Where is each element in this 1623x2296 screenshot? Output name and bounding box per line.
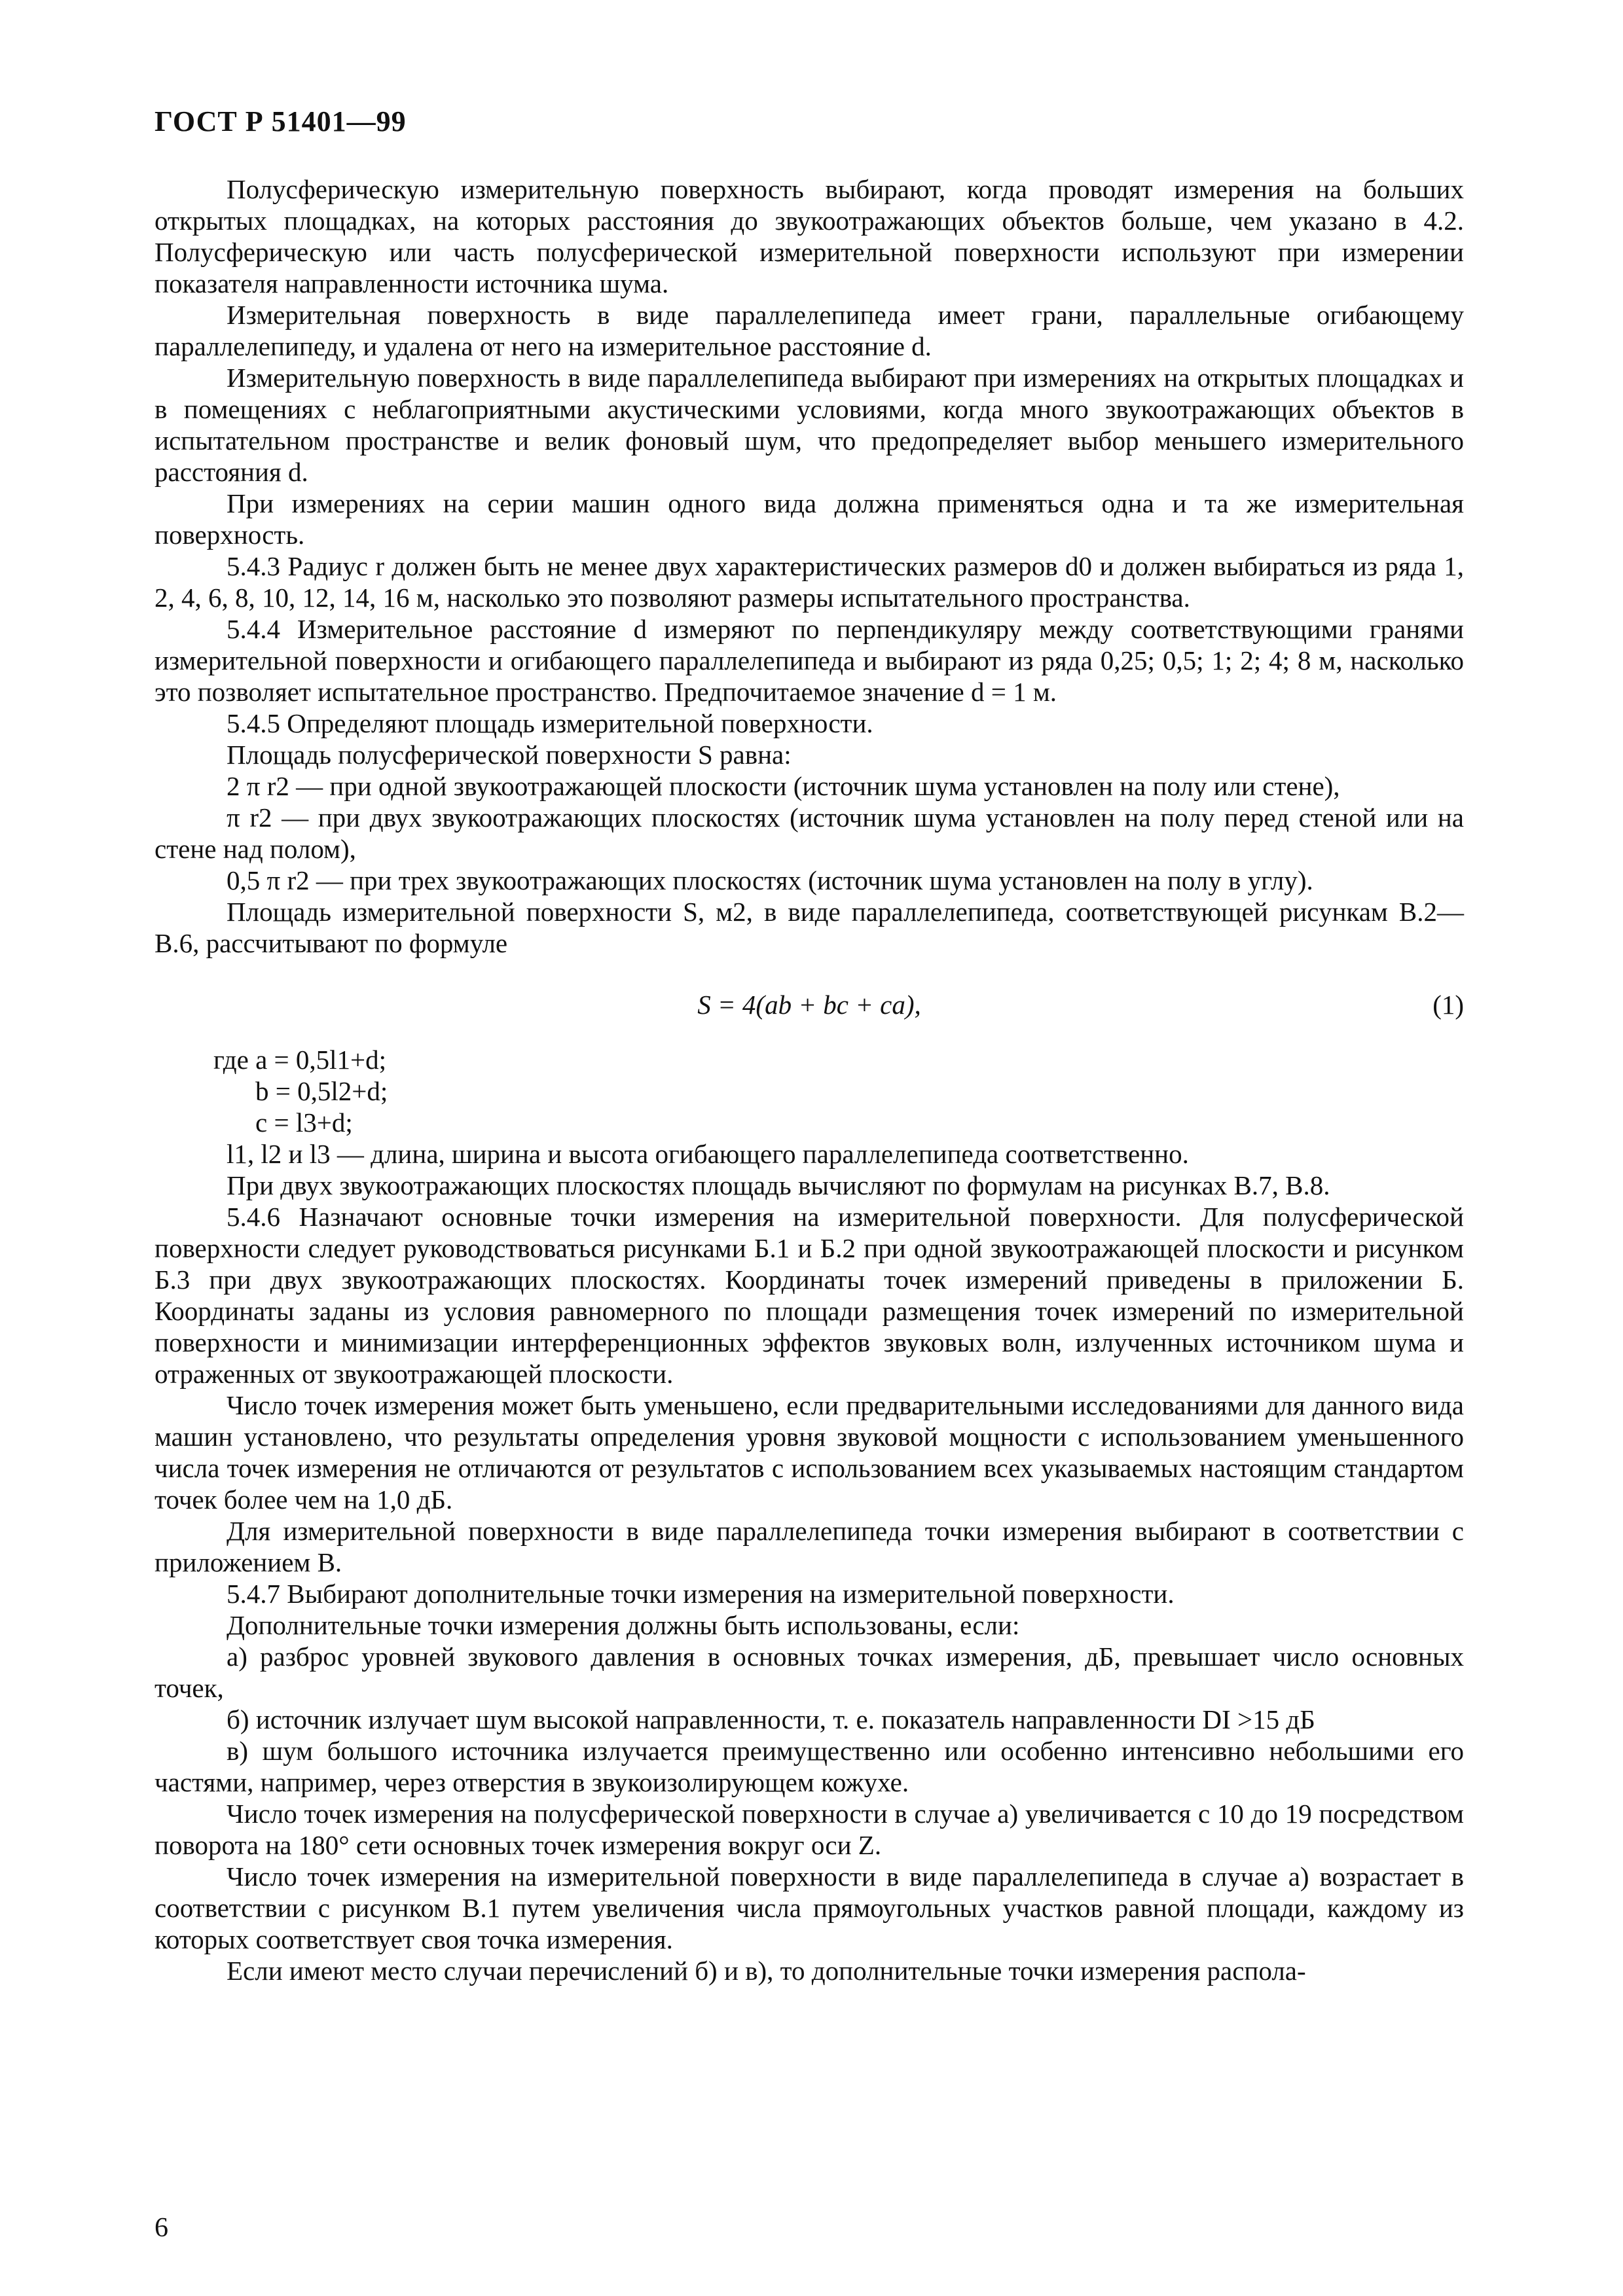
paragraph: Площадь измерительной поверхности S, м2, в виде параллелепипеда, соответствующей рисункам В.2—В.6, рассчитывают по формуле <box>155 897 1464 958</box>
formula-number: (1) <box>1432 990 1464 1020</box>
paragraph: Площадь полусферической поверхности S равна: <box>227 740 792 770</box>
clause-5-4-3: 5.4.3 Радиус r должен быть не менее двух характеристических размеров d0 и должен выбираться из ряда 1, 2, 4, 6, 8, 10, 12, 14, 16 м, насколько это позволяют размеры испытательного пространства. <box>155 551 1464 613</box>
legend-a: где a = 0,5l1+d; <box>213 1045 387 1075</box>
formula: S = 4(ab + bc + ca), <box>697 990 921 1020</box>
paragraph: Дополнительные точки измерения должны быть использованы, если: <box>227 1610 1020 1640</box>
paragraph: Число точек измерения может быть уменьшено, если предварительными исследованиями для данного вида машин установлено, что результаты определения уровня звуковой мощности с использованием уменьшенного числа точек измерения не отличаются от результатов с использованием всех указываемых настоящим стандартом точек более чем на 1,0 дБ. <box>155 1390 1464 1515</box>
list-item: б) источник излучает шум высокой направленности, т. е. показатель направленности DI >15 дБ <box>227 1704 1315 1734</box>
formula-row <box>155 975 1464 1037</box>
paragraph: Если имеют место случаи перечислений б) и в), то дополнительные точки измерения распола- <box>227 1956 1306 1986</box>
paragraph: π r2 — при двух звукоотражающих плоскостях (источник шума установлен на полу перед стеной или на стене над полом), <box>155 802 1464 864</box>
clause-5-4-7: 5.4.7 Выбирают дополнительные точки измерения на измерительной поверхности. <box>227 1579 1175 1609</box>
paragraph: 0,5 π r2 — при трех звукоотражающих плоскостях (источник шума установлен на полу в углу). <box>227 865 1313 895</box>
paragraph: Полусферическую измерительную поверхность выбирают, когда проводят измерения на больших открытых площадках, на которых расстояния до звукоотражающих объектов больше, чем указано в 4.2. Полусферическую или часть полусферической измерительной поверхности используют при измерении показателя направленности источника шума. <box>155 174 1464 298</box>
paragraph: Для измерительной поверхности в виде параллелепипеда точки измерения выбирают в соответствии с приложением В. <box>155 1516 1464 1577</box>
legend-b: b = 0,5l2+d; <box>255 1076 388 1106</box>
paragraph: При двух звукоотражающих плоскостях площадь вычисляют по формулам на рисунках В.7, В.8. <box>227 1170 1330 1200</box>
paragraph: l1, l2 и l3 — длина, ширина и высота огибающего параллелепипеда соответственно. <box>227 1139 1189 1169</box>
paragraph: При измерениях на серии машин одного вида должна применяться одна и та же измерительная поверхность. <box>155 488 1464 550</box>
paragraph: Измерительную поверхность в виде параллелепипеда выбирают при измерениях на открытых площадках и в помещениях с неблагоприятными акустическими условиями, когда много звукоотражающих объектов в испытательном пространстве и велик фоновый шум, что предопределяет выбор меньшего измерительного расстояния d. <box>155 363 1464 487</box>
clause-5-4-6: 5.4.6 Назначают основные точки измерения на измерительной поверхности. Для полусферической поверхности следует руководствоваться рисунками Б.1 и Б.2 при одной звукоотражающей плоскости и рисунком Б.3 при двух звукоотражающих плоскостях. Координаты точек измерений приведены в приложении Б. Координаты заданы из условия равномерного по площади размещения точек измерений по измерительной поверхности и минимизации интерференционных эффектов звуковых волн, излученных источником шума и отраженных от звукоотражающей плоскости. <box>155 1202 1464 1389</box>
paragraph: 2 π r2 — при одной звукоотражающей плоскости (источник шума установлен на полу или стене), <box>227 771 1340 801</box>
paragraph: Число точек измерения на измерительной поверхности в виде параллелепипеда в случае а) возрастает в соответствии с рисунком В.1 путем увеличения числа прямоугольных участков равной площади, каждому из которых соответствует своя точка измерения. <box>155 1861 1464 1954</box>
list-item: в) шум большого источника излучается преимущественно или особенно интенсивно небольшими его частями, например, через отверстия в звукоизолирующем кожухе. <box>155 1736 1464 1797</box>
page-number: 6 <box>155 2213 168 2243</box>
paragraph: Измерительная поверхность в виде параллелепипеда имеет грани, параллельные огибающему параллелепипеду, и удалена от него на измерительное расстояние d. <box>155 300 1464 361</box>
legend-c: c = l3+d; <box>255 1107 353 1138</box>
paragraph: Число точек измерения на полусферической поверхности в случае а) увеличивается с 10 до 19 посредством поворота на 180° сети основных точек измерения вокруг оси Z. <box>155 1799 1464 1860</box>
document-body <box>155 173 1464 1986</box>
clause-5-4-5: 5.4.5 Определяют площадь измерительной поверхности. <box>227 708 873 738</box>
clause-5-4-4: 5.4.4 Измерительное расстояние d измеряют по перпендикуляру между соответствующими гранями измерительной поверхности и огибающего параллелепипеда и выбирают из ряда 0,25; 0,5; 1; 2; 4; 8 м, насколько это позволяет испытательное пространство. Предпочитаемое значение d = 1 м. <box>155 614 1464 707</box>
document-header-code: ГОСТ Р 51401—99 <box>155 105 407 137</box>
formula-legend <box>155 1044 1464 1138</box>
list-item: а) разброс уровней звукового давления в основных точках измерения, дБ, превышает число основных точек, <box>155 1641 1464 1703</box>
